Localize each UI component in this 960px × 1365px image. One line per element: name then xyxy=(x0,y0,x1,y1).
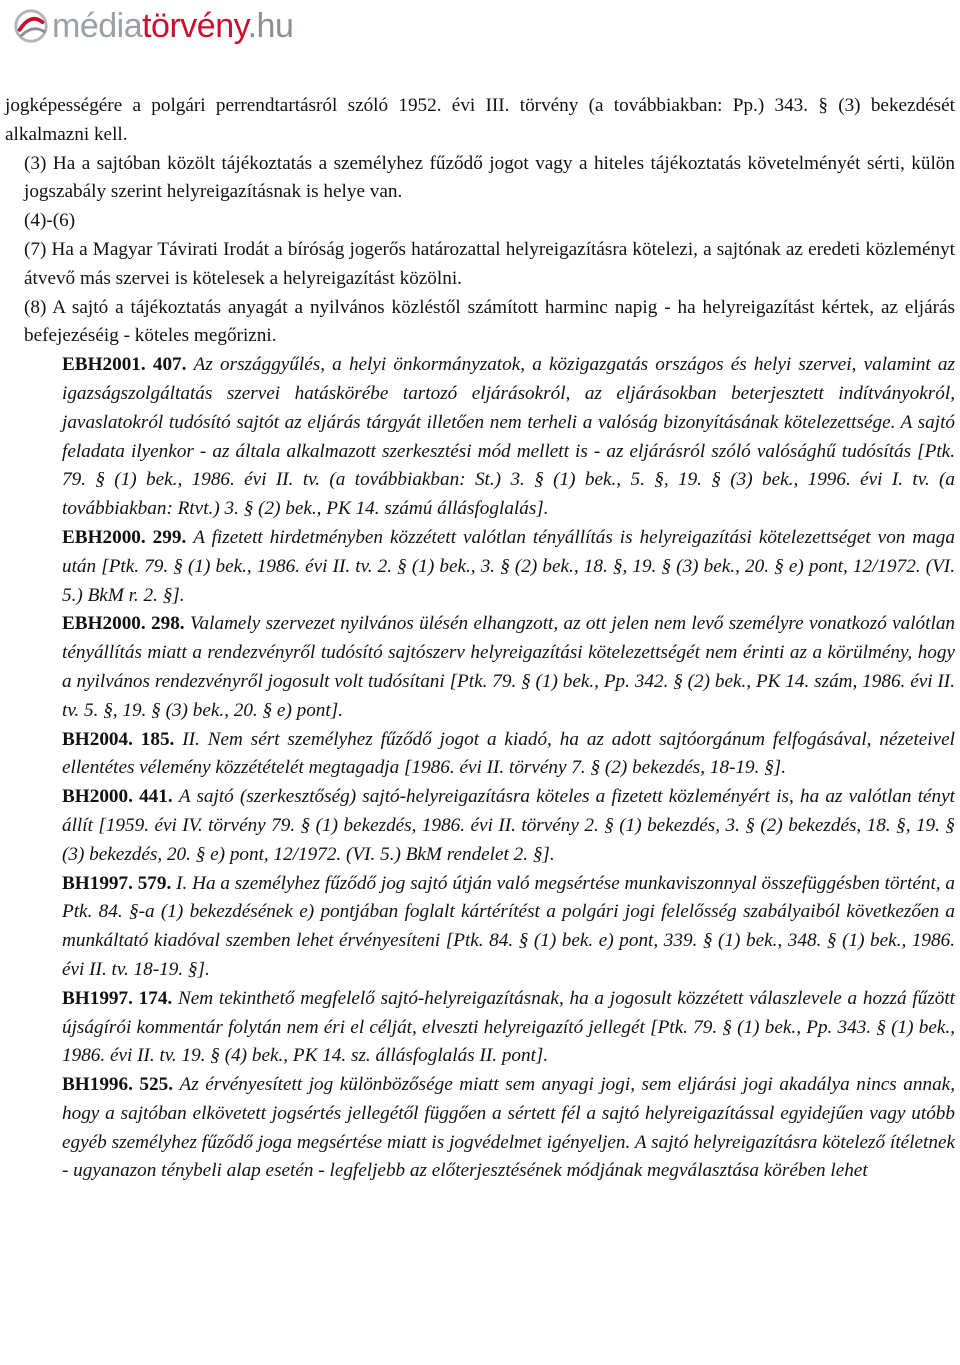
case-entry xyxy=(62,870,955,985)
case-entry xyxy=(62,351,955,524)
case-text: Valamely szervezet nyilvános ülésén elhangzott, az ott jelen nem levő személyre vonatkozó valótlan tényállítás miatt a rendezvényről tudósító sajtószerv helyreigazítási kötelezettségét nem érinti az a körülmény, hogy a nyilvános rendezvényről jogosult volt tudósítani [Ptk. 79. § (1) bek., Pp. 342. § (2) bek., PK 14. szám, 1986. évi II. tv. 5. §, 19. § (3) bek., 20. § e) pont]. xyxy=(62,613,956,721)
intro-paragraph: jogképességére a polgári perrendtartásról szóló 1952. évi III. törvény (a továbbiakban: Pp.) 343. § (3) bekezdését alkalmazni kell. xyxy=(5,95,955,145)
case-entry xyxy=(62,783,955,869)
site-logo[interactable] xyxy=(12,4,293,48)
case-id: BH1997. 579. xyxy=(62,872,172,894)
case-id: BH1996. 525. xyxy=(62,1074,173,1096)
case-entry xyxy=(62,985,955,1071)
case-text: I. Ha a személyhez fűződő jog sajtó útján való megsértése munkaviszonnyal összefüggésben történt, a Ptk. 84. §-a (1) bekezdésének e) pontjában foglalt kártérítést a polgári jogi felelősség szabályaiból következően a munkáltató kiadóval szemben lehet érvényesíteni [Ptk. 84. § (1) bek. e) pont, 339. § (1) bek., 348. § (1) bek., 1986. évi II. tv. 18-19. §]. xyxy=(62,872,956,980)
case-text: II. Nem sért személyhez fűződő jogot a kiadó, ha az adott sajtóorgánum felfogásával, nézeteivel ellentétes vélemény közzétételét megtagadja [1986. évi II. törvény 7. § (2) bekezdés, 18-19. §]. xyxy=(62,728,955,779)
case-entry xyxy=(62,726,955,784)
case-entry xyxy=(62,1071,955,1186)
case-id: BH2000. 441. xyxy=(62,786,173,808)
case-text: Az érvényesített jog különbözősége miatt sem anyagi jogi, sem eljárási jogi akadálya nincs annak, hogy a sajtóban elkövetett jogsértés jellegétől függően a sértett fél a sajtó helyreigazítással egyidejűen vagy utóbb egyéb személyhez fűződő joga megsértése miatt is jogvédelmet igényeljen. A sajtó helyreigazításra kötelező ítéletnek - ugyanazon ténybeli alap esetén - legfeljebb az előterjesztésének módjának megválasztása körében lehet xyxy=(62,1074,955,1182)
logo-mark-icon xyxy=(12,7,50,45)
paragraph-8: (8) A sajtó a tájékoztatás anyagát a nyilvános közléstől számított harminc napig - ha helyreigazítást kértek, az eljárás befejezéséig - köteles megőrizni. xyxy=(24,296,955,347)
case-id: BH1997. 174. xyxy=(62,987,173,1009)
logo-text-part1: média xyxy=(52,6,143,45)
case-entry xyxy=(62,524,955,610)
case-text: A fizetett hirdetményben közzétett valótlan tényállítás is helyreigazítási kötelezettséget von maga után [Ptk. 79. § (1) bek., 1986. évi II. tv. 2. § (1) bek., 3. § (2) bek., 18. §, 19. § (3) bek., 20. § e) pont, 12/1972. (VI. 5.) BkM r. 2. §]. xyxy=(62,526,955,606)
case-id: EBH2000. 299. xyxy=(62,526,187,548)
case-id: EBH2001. 407. xyxy=(62,354,187,376)
logo-text-part3: .hu xyxy=(247,6,294,45)
case-id: BH2004. 185. xyxy=(62,728,175,750)
paragraph-3: (3) Ha a sajtóban közölt tájékoztatás a személyhez fűződő jogot vagy a hiteles tájékoztatás követelményét sérti, külön jogszabály szerint helyreigazításnak is helye van. xyxy=(24,152,955,203)
case-text: A sajtó (szerkesztőség) sajtó-helyreigazításra köteles a fizetett közleményért is, ha az valótlan tényt állít [1959. évi IV. törvény 79. § (1) bekezdés, 1986. évi II. törvény 2. § (1) bekezdés, 3. § (2) bekezdés, 18. §, 19. § (3) bekezdés, 20. § e) pont, 12/1972. (VI. 5.) BkM rendelet 2. §]. xyxy=(62,786,955,865)
logo-text xyxy=(52,7,293,46)
document-body xyxy=(5,92,955,1186)
logo-text-part2: törvény xyxy=(142,6,248,45)
paragraph-7: (7) Ha a Magyar Távirati Irodát a bíróság jogerős határozattal helyreigazításra kötelezi, a sajtónak az eredeti közleményt átvevő más szervei is kötelesek a helyreigazítást közölni. xyxy=(24,238,955,289)
case-text: Nem tekinthető megfelelő sajtó-helyreigazításnak, ha a jogosult közzétett válaszlevele a hozzá fűzött újságírói kommentár folytán nem éri el célját, elveszti helyreigazító jellegét [Ptk. 79. § (1) bek., Pp. 343. § (1) bek., 1986. évi II. tv. 19. § (4) bek., PK 14. sz. állásfoglalás II. pont]. xyxy=(62,987,955,1067)
case-entry xyxy=(62,610,955,725)
case-id: EBH2000. 298. xyxy=(62,613,185,635)
case-list xyxy=(5,351,955,1186)
case-text: Az országgyűlés, a helyi önkormányzatok, a közigazgatás országos és helyi szervei, valamint az igazságszolgáltatás szervei hatáskörébe tartozó eljárásokról, az eljárásokban beterjesztett indítványokról, javaslatokról tudósító sajtót az eljárás tárgyát illetően nem terheli a valóság bizonyításának kötelezettsége. A sajtó feladata ilyenkor - az általa alkalmazott szerkesztési mód mellett is - az eljárásról szóló valósághű tudósítás [Ptk. 79. § (1) bek., 1986. évi II. tv. (a továbbiakban: St.) 3. § (1) bek., 5. §, 19. § (3) bek., 1996. évi I. tv. (a továbbiakban: Rtvt.) 3. § (2) bek., PK 14. számú állásfoglalás]. xyxy=(62,354,955,520)
paragraph-4-6: (4)-(6) xyxy=(24,210,76,232)
